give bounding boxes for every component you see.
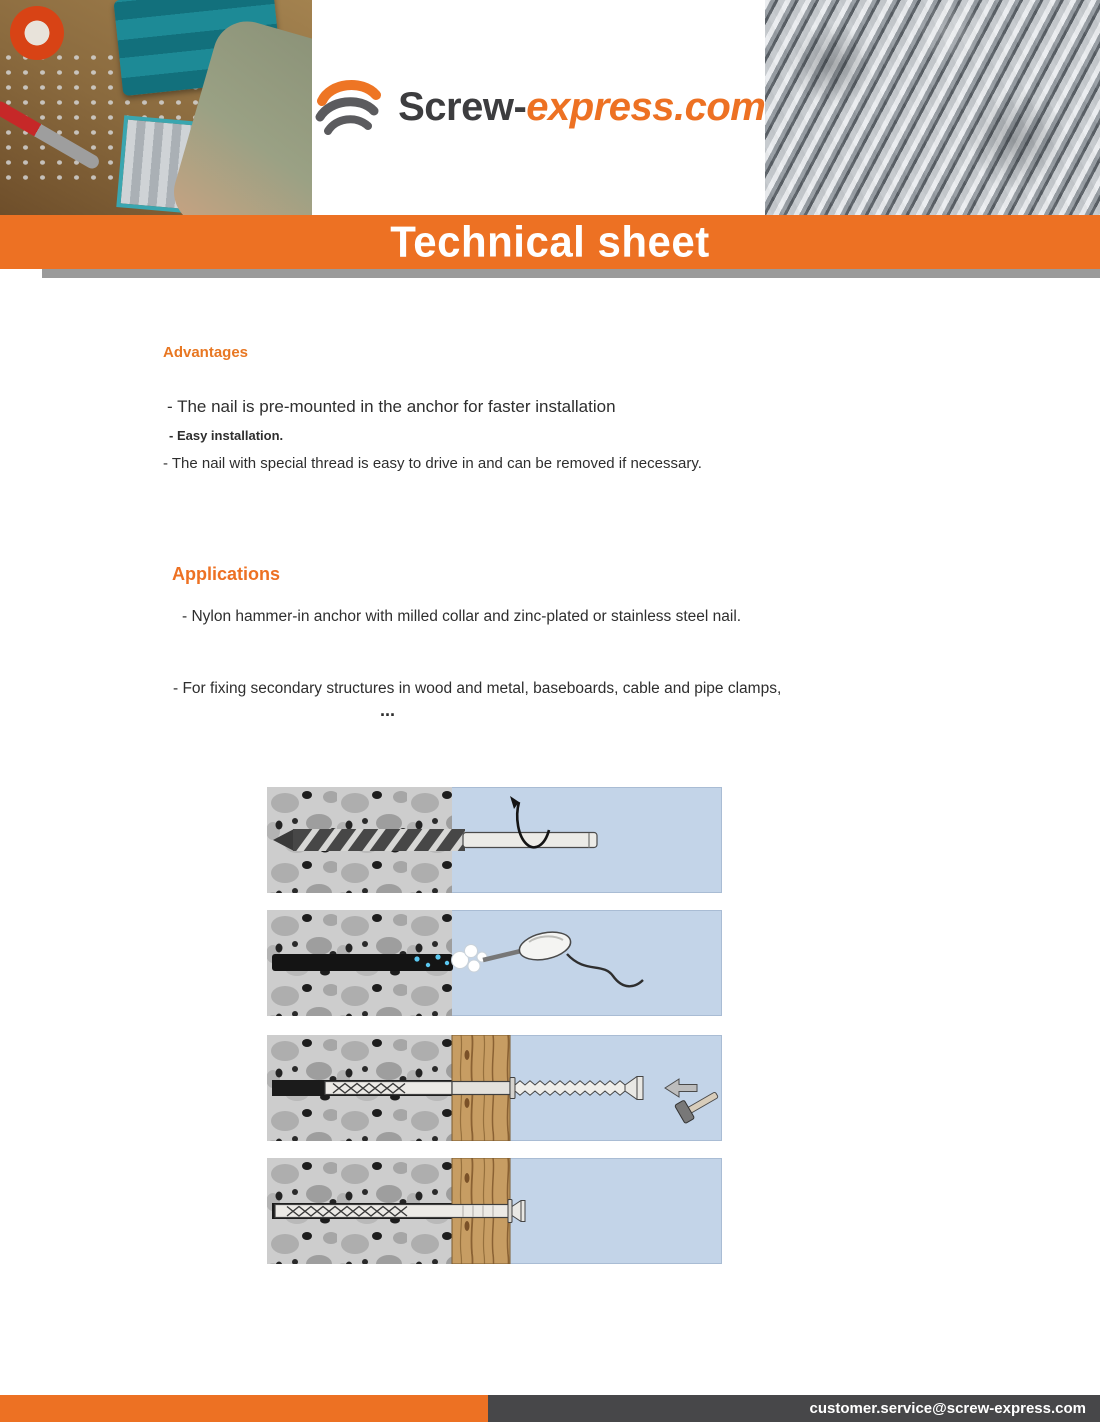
diagram-step-2-clean <box>267 910 722 1016</box>
advantages-item: - The nail is pre-mounted in the anchor for faster installation <box>167 397 616 416</box>
footer-email: customer.service@screw-express.com <box>809 1400 1086 1417</box>
drill-hole-step-icon <box>267 787 722 893</box>
banner-title: Technical sheet <box>390 217 710 266</box>
footer-accent-bar <box>0 1395 488 1422</box>
diagram-step-3-hammer <box>267 1035 722 1141</box>
advantages-item: - The nail with special thread is easy to drive in and can be removed if necessary. <box>163 455 702 472</box>
anchor-collar <box>510 1078 515 1099</box>
advantages-item: - Easy installation. <box>169 428 284 443</box>
footer-contact-bar <box>488 1395 1100 1422</box>
anchor-installed-step-icon <box>267 1158 722 1264</box>
header <box>0 0 1100 215</box>
banner-shadow <box>42 269 1100 278</box>
blow-out-dust-step-icon <box>267 910 722 1016</box>
applications-item: - Nylon hammer-in anchor with milled collar and zinc-plated or stainless steel nail. <box>182 608 742 625</box>
logo-text-dark: Screw- <box>398 85 527 129</box>
screws-pile-shading-decor <box>765 0 1100 215</box>
tape-measure-decor <box>10 6 64 60</box>
banner <box>0 215 1100 269</box>
advantages-heading: Advantages <box>163 344 249 361</box>
screw-express-swoosh-icon <box>312 73 388 143</box>
logo <box>312 0 765 215</box>
applications-ellipsis: ... <box>380 700 396 720</box>
footer <box>0 1395 1100 1422</box>
workbench-photo <box>0 0 312 215</box>
screws-pile-photo <box>765 0 1100 215</box>
logo-text-orange: express.com <box>526 85 766 129</box>
anchor-collar <box>508 1200 512 1223</box>
logo-text <box>398 85 765 130</box>
applications-heading: Applications <box>172 564 281 584</box>
hammer-in-anchor-step-icon <box>267 1035 722 1141</box>
diagram-step-1-drill <box>267 787 722 893</box>
applications-item: - For fixing secondary structures in wood and metal, baseboards, cable and pipe clamps, <box>173 680 782 697</box>
diagram-step-4-installed <box>267 1158 722 1264</box>
drilled-hole <box>272 954 453 971</box>
